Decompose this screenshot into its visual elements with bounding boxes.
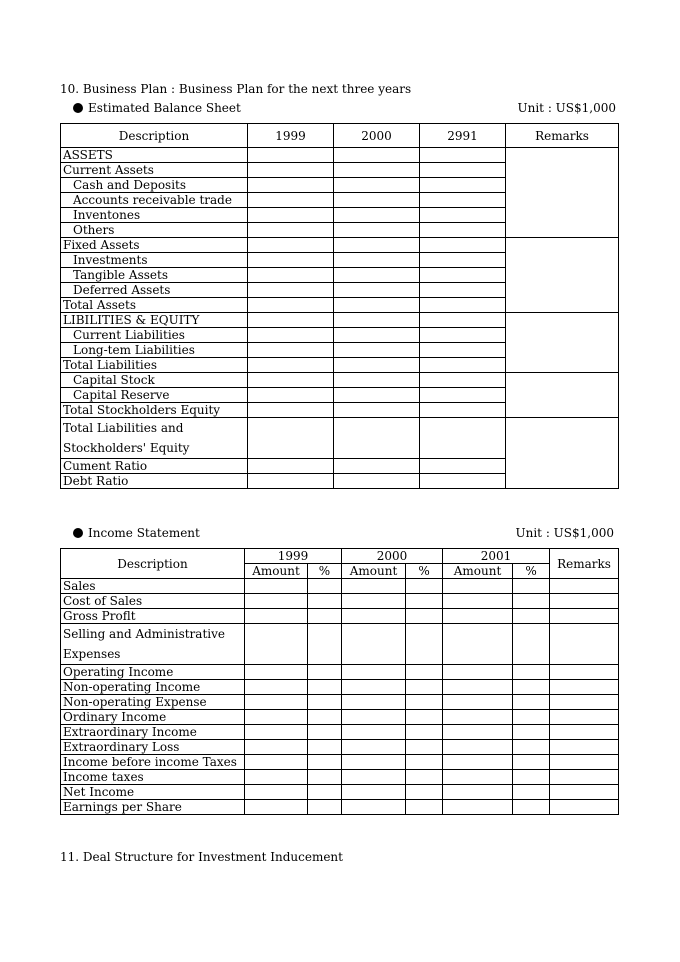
row-label: Non-operating Expense [61,695,245,710]
income-title: Income Statement [88,526,200,540]
col-percent: % [308,564,342,579]
bullet-icon [73,103,83,113]
balance-sheet-table [60,123,619,489]
col-amount: Amount [443,564,513,579]
remarks-cell [506,373,619,418]
balance-title: Estimated Balance Sheet [88,101,241,115]
row-label: Inventones [61,208,248,223]
remarks-cell [506,313,619,373]
row-label: Investments [61,253,248,268]
row-label: Total Assets [61,298,248,313]
col-remarks: Remarks [550,549,619,579]
row-label: Sales [61,579,245,594]
row-label: ASSETS [61,148,248,163]
income-header-row [61,549,619,564]
row-label: Net Income [61,785,245,800]
section-heading: 10. Business Plan : Business Plan for the next three years [60,82,412,96]
row-label: Cash and Deposits [61,178,248,193]
row-label: Operating Income [61,665,245,680]
row-label: Cument Ratio [61,459,248,474]
col-amount: Amount [342,564,406,579]
row-label: Tangible Assets [61,268,248,283]
col-2001: 2001 [443,549,550,564]
row-label: Deferred Assets [61,283,248,298]
balance-header-row [61,124,619,148]
row-label: Income before income Taxes [61,755,245,770]
row-label: Total Liabilities and Stockholders' Equity [61,418,248,459]
row-label: Gross Proflt [61,609,245,624]
row-label: Ordinary Income [61,710,245,725]
row-label: Current Liabilities [61,328,248,343]
col-2991: 2991 [420,124,506,148]
row-label: Income taxes [61,770,245,785]
row-label: Debt Ratio [61,474,248,489]
col-1999: 1999 [248,124,334,148]
row-label: Fixed Assets [61,238,248,253]
col-percent: % [406,564,443,579]
col-1999: 1999 [245,549,342,564]
row-label: Long-tem Liabilities [61,343,248,358]
balance-unit: Unit : US$1,000 [517,101,616,115]
remarks-cell [506,148,619,238]
row-label: Total Liabilities [61,358,248,373]
row-label: Extraordinary Loss [61,740,245,755]
col-2000: 2000 [342,549,443,564]
row-label: Capital Stock [61,373,248,388]
row-label: Capital Reserve [61,388,248,403]
col-percent: % [513,564,550,579]
remarks-cell [506,238,619,313]
row-label: Extraordinary Income [61,725,245,740]
row-label: Non-operating Income [61,680,245,695]
income-unit: Unit : US$1,000 [515,526,614,540]
next-section-heading: 11. Deal Structure for Investment Inducement [60,850,343,864]
col-remarks: Remarks [506,124,619,148]
income-statement-table [60,548,619,815]
row-label: Total Stockholders Equity [61,403,248,418]
row-label: Selling and Administrative Expenses [61,624,245,665]
col-amount: Amount [245,564,308,579]
row-label: LIBILITIES & EQUITY [61,313,248,328]
row-label: Accounts receivable trade [61,193,248,208]
row-label: Cost of Sales [61,594,245,609]
row-label: Earnings per Share [61,800,245,815]
row-label: Others [61,223,248,238]
col-2000: 2000 [334,124,420,148]
remarks-cell [506,418,619,489]
bullet-icon [73,528,83,538]
col-description: Description [61,549,245,579]
row-label: Current Assets [61,163,248,178]
col-description: Description [61,124,248,148]
